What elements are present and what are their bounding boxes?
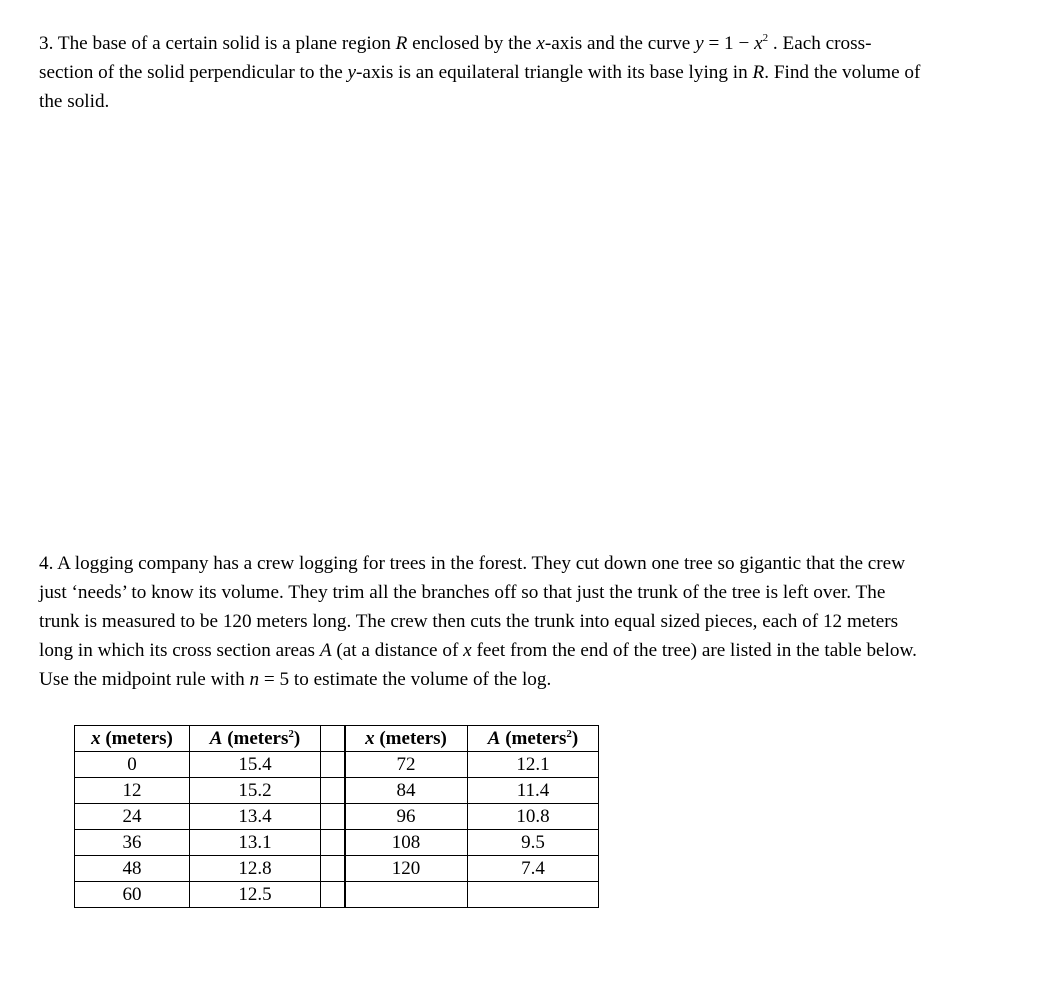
problem-3-number: 3. — [39, 33, 54, 54]
header-x: x (meters) — [75, 726, 190, 752]
problem-3-line-3: the solid. — [39, 91, 110, 112]
table-row: 12 15.2 — [75, 778, 346, 804]
table-row: 36 13.1 — [75, 830, 346, 856]
table-row: 60 12.5 — [75, 882, 346, 908]
table-row: 96 10.8 — [345, 804, 599, 830]
table-row: 84 11.4 — [345, 778, 599, 804]
table-gap-cell — [321, 726, 346, 752]
table-row: 24 13.4 — [75, 804, 346, 830]
problem-4-line-1: 4. A logging company has a crew logging for trees in the forest. They cut down one tree so gigantic that the crew — [39, 553, 906, 574]
problem-3-line-1: 3. The base of a certain solid is a plane region R enclosed by the x-axis and the curve $y = 1 - x^2$ . Each cross- — [39, 32, 872, 54]
header-x: x (meters) — [345, 726, 468, 752]
curve-formula: $y = 1 - x^2$ — [695, 32, 769, 54]
problem-4-number: 4. — [39, 553, 54, 574]
problem-3 — [39, 29, 1047, 116]
table-row: 72 12.1 — [345, 752, 599, 778]
table-row: 48 12.8 — [75, 856, 346, 882]
header-area: A (meters$^2$) — [468, 726, 599, 752]
table-header-row — [345, 726, 599, 752]
problem-4-line-2: just ‘needs’ to know its volume. They trim all the branches off so that just the trunk of the tree is left over. The — [39, 582, 886, 603]
header-area: A (meters$^2$) — [190, 726, 321, 752]
table-row: 0 15.4 — [75, 752, 346, 778]
data-table-right — [344, 725, 599, 908]
data-table-left — [74, 725, 346, 908]
table-row: 120 7.4 — [345, 856, 599, 882]
problem-4-line-3: trunk is measured to be 120 meters long. The crew then cuts the trunk into equal sized pieces, each of 12 meters — [39, 611, 899, 632]
problem-4-line-5: Use the midpoint rule with n = 5 to estimate the volume of the log. — [39, 669, 552, 690]
table-header-row — [75, 726, 346, 752]
problem-3-line-2: section of the solid perpendicular to the y-axis is an equilateral triangle with its base lying in R. Find the volume of — [39, 62, 921, 83]
problem-4-line-4: long in which its cross section areas A (at a distance of x feet from the end of the tree) are listed in the table below. — [39, 640, 917, 661]
problem-4 — [39, 549, 1047, 694]
table-row — [345, 882, 599, 908]
table-row: 108 9.5 — [345, 830, 599, 856]
